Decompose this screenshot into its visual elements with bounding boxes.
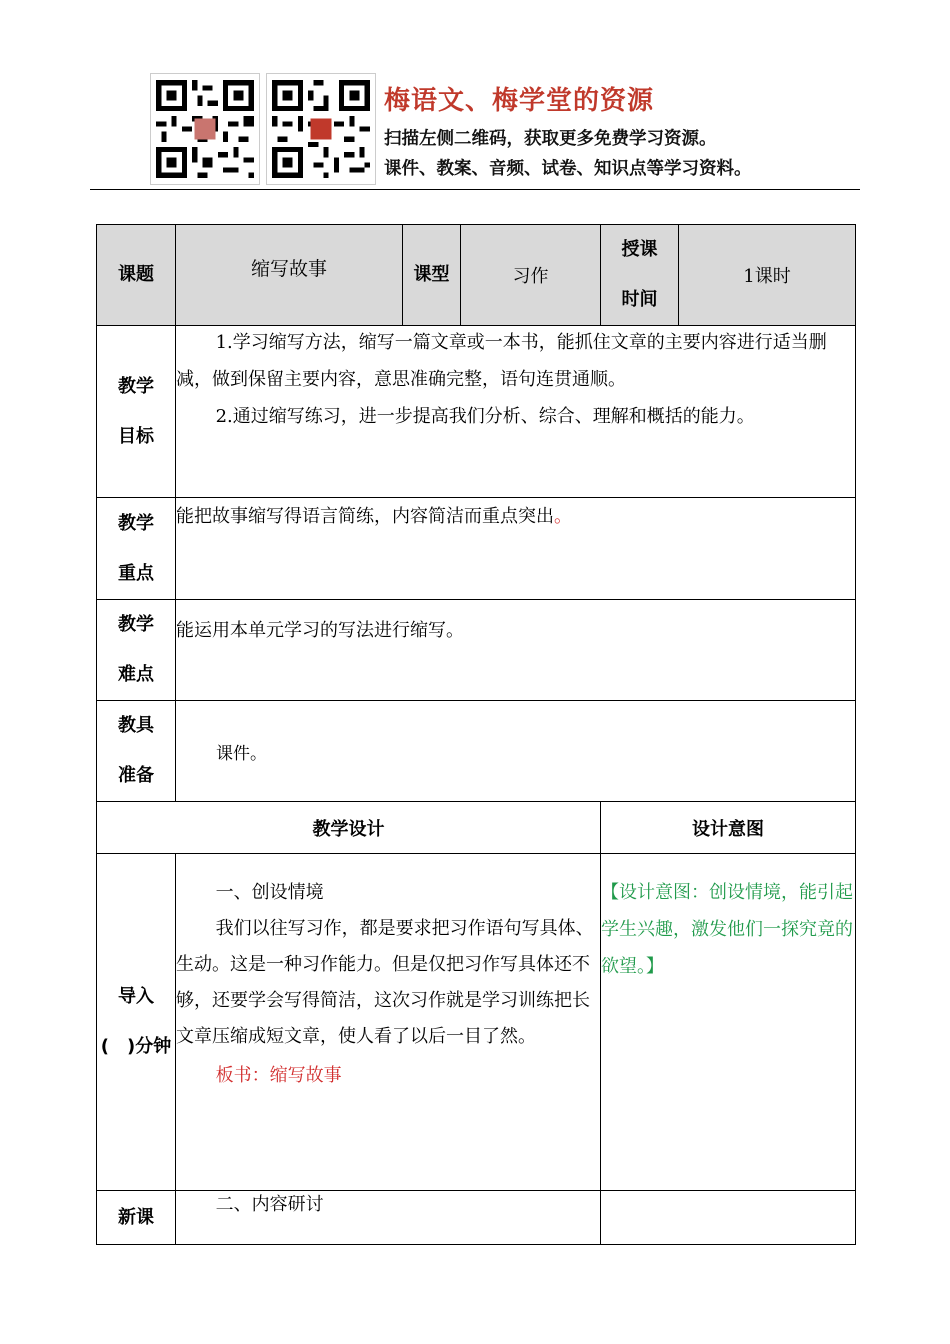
table-row xyxy=(97,1191,856,1245)
lesson-plan-table xyxy=(96,224,856,1245)
key-points-content: 能把故事缩写得语言简练，内容简洁而重点突出。 xyxy=(176,498,856,600)
type-value: 习作 xyxy=(461,225,601,326)
qr-code-left xyxy=(150,73,260,185)
table-row xyxy=(97,326,856,498)
difficulty-content: 能运用本单元学习的写法进行缩写。 xyxy=(176,600,856,701)
tools-label: 教具 准备 xyxy=(97,701,176,802)
brand-tagline-2: 课件、教案、音频、试卷、知识点等学习资料。 xyxy=(384,159,752,179)
table-row xyxy=(97,802,856,854)
brand-title: 梅语文、梅学堂的资源 xyxy=(384,86,655,116)
qr-code-icon xyxy=(151,74,259,184)
intro-content xyxy=(176,854,601,1191)
topic-label: 课题 xyxy=(97,225,176,326)
goal-1: 1.学习缩写方法，缩写一篇文章或一本书，能抓住文章的主要内容进行适当删减，做到保留主要内容，意思准确完整，语句连贯通顺。 xyxy=(176,332,827,390)
intro-intent: 【设计意图：创设情境，能引起学生兴趣，激发他们一探究竟的欲望。】 xyxy=(601,854,856,1191)
goal-2: 2.通过缩写练习，进一步提高我们分析、综合、理解和概括的能力。 xyxy=(215,406,755,427)
header-divider xyxy=(90,189,860,190)
table-row xyxy=(97,225,856,326)
table-row xyxy=(97,854,856,1191)
intro-heading: 一、创设情境 xyxy=(215,882,324,903)
goals-content xyxy=(176,326,856,498)
design-header: 教学设计 xyxy=(97,802,601,854)
time-value: 1课时 xyxy=(679,225,856,326)
new-lesson-content: 二、内容研讨 xyxy=(176,1191,601,1245)
intro-paragraph: 我们以往写习作，都是要求把习作语句写具体、生动。这是一种习作能力。但是仅把习作写具体还不够，还要学会写得简洁，这次习作就是学习训练把长文章压缩成短文章，使人看了以后一目了然。 xyxy=(176,918,594,1047)
new-lesson-intent xyxy=(601,1191,856,1245)
intro-label: 导入 ( )分钟 xyxy=(97,854,176,1191)
time-label: 授课 时间 xyxy=(601,225,679,326)
key-points-label: 教学 重点 xyxy=(97,498,176,600)
qr-code-icon xyxy=(267,74,375,184)
topic-value: 缩写故事 xyxy=(176,225,403,326)
new-lesson-label: 新课 xyxy=(97,1191,176,1245)
tools-content: 课件。 xyxy=(176,701,856,802)
difficulty-label: 教学 难点 xyxy=(97,600,176,701)
table-row xyxy=(97,600,856,701)
board-writing: 板书：缩写故事 xyxy=(215,1065,342,1086)
table-row xyxy=(97,498,856,600)
qr-code-right xyxy=(266,73,376,185)
brand-tagline-1: 扫描左侧二维码，获取更多免费学习资源。 xyxy=(384,129,717,149)
intent-header: 设计意图 xyxy=(601,802,856,854)
goals-label: 教学 目标 xyxy=(97,326,176,498)
table-row xyxy=(97,701,856,802)
type-label: 课型 xyxy=(403,225,461,326)
